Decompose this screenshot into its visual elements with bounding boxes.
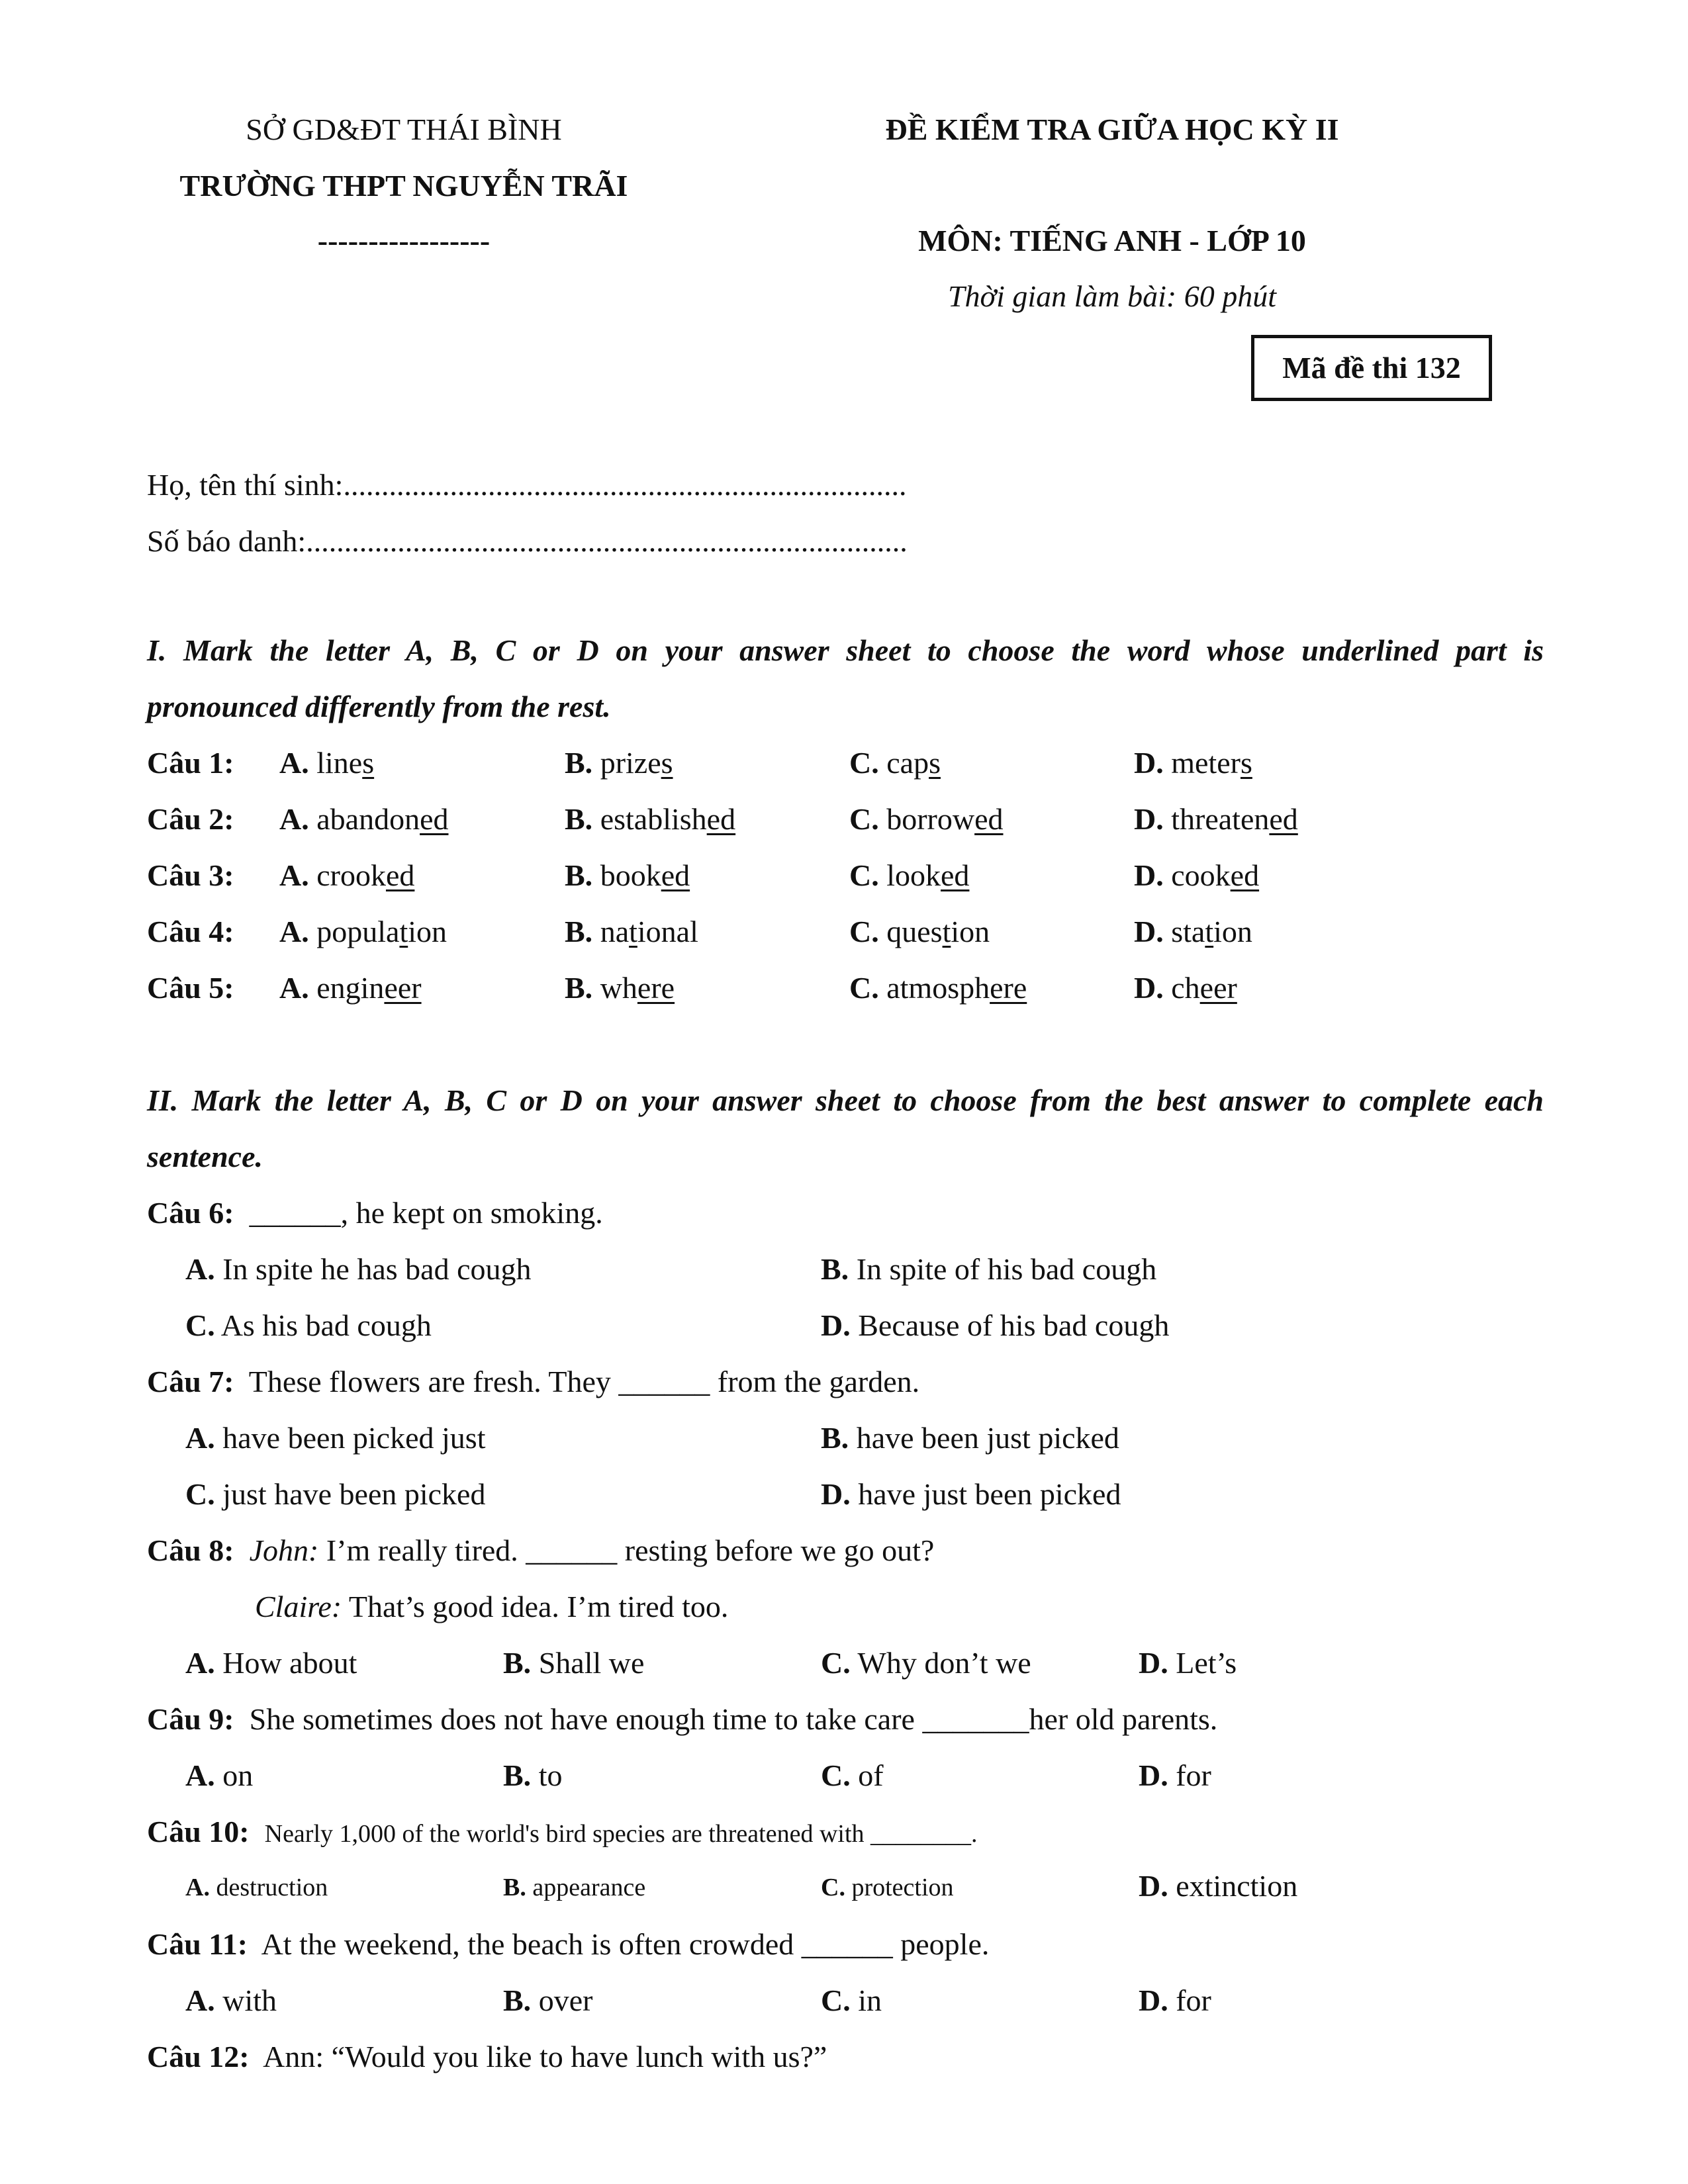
option-b: B. Shall we: [503, 1646, 645, 1680]
question-stem: Câu 9: She sometimes does not have enough time to take care _______her old parents.: [147, 1702, 1218, 1736]
question-label: Câu 2:: [147, 802, 234, 836]
option-a: A. on: [185, 1758, 254, 1792]
dialogue-reply: Claire: That’s good idea. I’m tired too.: [255, 1590, 729, 1623]
question-stem: Câu 7: These flowers are fresh. They ______ from the garden.: [147, 1365, 920, 1398]
exam-duration: Thời gian làm bài: 60 phút: [947, 279, 1277, 313]
option-c: C. caps: [849, 746, 941, 780]
question-stem: Câu 11: At the weekend, the beach is often crowded ______ people.: [147, 1927, 990, 1961]
exam-code-box: Mã đề thi 132: [1251, 335, 1492, 401]
option-b: B. established: [565, 802, 736, 836]
option-d: D. have just been picked: [821, 1477, 1121, 1511]
question-stem: Câu 12: Ann: “Would you like to have lunch with us?”: [147, 2040, 827, 2073]
option-d: D. extinction: [1139, 1869, 1298, 1903]
option-d: D. Because of his bad cough: [821, 1308, 1170, 1342]
option-d: D. cooked: [1134, 858, 1260, 892]
option-a: A. crooked: [279, 858, 415, 892]
student-name-field: Họ, tên thí sinh:..........................................................................: [147, 468, 907, 502]
option-c: C. in: [821, 1983, 882, 2017]
option-b: B. where: [565, 971, 675, 1005]
option-b: B. In spite of his bad cough: [821, 1252, 1157, 1286]
header-divider: -----------------: [317, 224, 491, 257]
question-stem: Câu 6: ______, he kept on smoking.: [147, 1196, 603, 1230]
exam-title: ĐỀ KIỂM TRA GIỮA HỌC KỲ II: [885, 113, 1339, 146]
option-b: B. have been just picked: [821, 1421, 1119, 1455]
option-a: A. have been picked just: [185, 1421, 486, 1455]
option-d: D. threatened: [1134, 802, 1298, 836]
option-a: A. engineer: [279, 971, 422, 1005]
option-a: A. destruction: [185, 1874, 328, 1901]
option-c: C. Why don’t we: [821, 1646, 1031, 1680]
question-label: Câu 3:: [147, 858, 234, 892]
option-b: B. national: [565, 915, 698, 948]
option-d: D. for: [1139, 1758, 1211, 1792]
option-c: C. protection: [821, 1874, 954, 1901]
part2-instruction-line2: sentence.: [147, 1140, 263, 1173]
option-c: C. borrowed: [849, 802, 1004, 836]
part2-instruction-line1: II. Mark the letter A, B, C or D on your answer sheet to choose from the best answer to complete each: [147, 1083, 1544, 1117]
question-label: Câu 1:: [147, 746, 234, 780]
option-c: C. just have been picked: [185, 1477, 486, 1511]
option-b: B. appearance: [503, 1874, 646, 1901]
question-label: Câu 5:: [147, 971, 234, 1005]
option-a: A. In spite he has bad cough: [185, 1252, 532, 1286]
part1-instruction-line2: pronounced differently from the rest.: [147, 690, 611, 723]
option-d: D. meters: [1134, 746, 1252, 780]
option-c: C. question: [849, 915, 990, 948]
option-d: D. cheer: [1134, 971, 1237, 1005]
option-a: A. lines: [279, 746, 375, 780]
question-stem: Câu 8: John: I’m really tired. ______ resting before we go out?: [147, 1533, 935, 1567]
option-a: A. with: [185, 1983, 277, 2017]
option-a: A. abandoned: [279, 802, 449, 836]
subject-title: MÔN: TIẾNG ANH - LỚP 10: [918, 224, 1306, 257]
question-stem: Câu 10: Nearly 1,000 of the world's bird species are threatened with ________.: [147, 1815, 978, 1848]
school-name: TRƯỜNG THPT NGUYỄN TRÃI: [179, 169, 628, 203]
option-a: A. population: [279, 915, 447, 948]
student-id-field: Số báo danh:...............................................................................: [147, 524, 908, 558]
part1-instruction-line1: I. Mark the letter A, B, C or D on your answer sheet to choose the word whose underlined part is: [147, 633, 1544, 667]
option-b: B. to: [503, 1758, 563, 1792]
option-b: B. over: [503, 1983, 593, 2017]
option-d: D. for: [1139, 1983, 1211, 2017]
option-c: C. As his bad cough: [185, 1308, 432, 1342]
option-b: B. prizes: [565, 746, 673, 780]
option-c: C. atmosphere: [849, 971, 1027, 1005]
option-c: C. looked: [849, 858, 970, 892]
option-c: C. of: [821, 1758, 884, 1792]
option-a: A. How about: [185, 1646, 357, 1680]
question-label: Câu 4:: [147, 915, 234, 948]
option-d: D. station: [1134, 915, 1252, 948]
option-b: B. booked: [565, 858, 690, 892]
department-name: SỞ GD&ĐT THÁI BÌNH: [246, 113, 562, 146]
option-d: D. Let’s: [1139, 1646, 1237, 1680]
